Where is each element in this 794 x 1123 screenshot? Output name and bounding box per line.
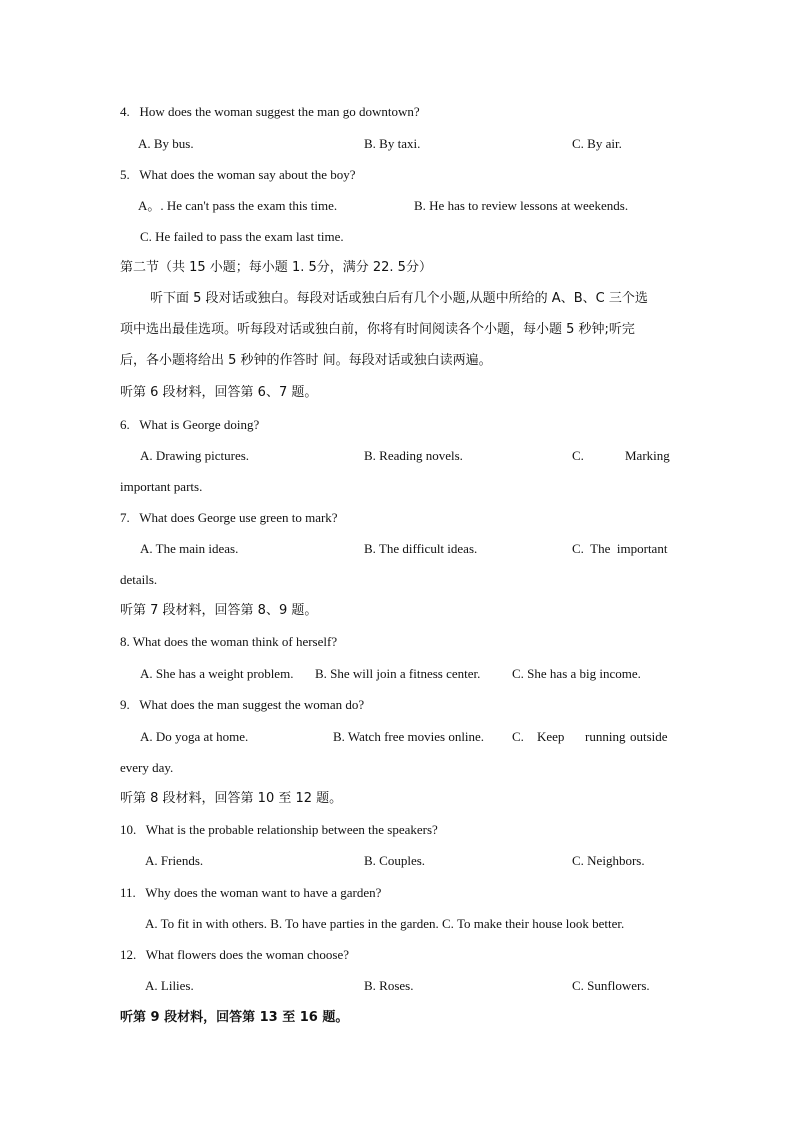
question-text: What flowers does the woman choose? (145, 947, 350, 962)
instructions-line-1: 听下面 5 段对话或独白。每段对话或独白后有几个小题,从题中所给的 A、B、C 三个选 (150, 291, 648, 306)
group-heading-9: 听第 9 段材料，回答第 13 至 16 题。 (120, 1010, 349, 1025)
question-number: 5. (120, 167, 130, 182)
option-c-word: running (585, 729, 626, 744)
option-c-word: Keep (537, 729, 565, 744)
option-c-word: Marking (625, 448, 670, 463)
question-number: 6. (120, 417, 130, 432)
option-a: A. By bus. (138, 136, 194, 151)
option-c: C. (512, 729, 524, 744)
option-c: C. Sunflowers. (572, 978, 650, 993)
question-number: 12. (120, 947, 137, 962)
question-text: What is George doing? (139, 417, 260, 432)
question-number: 9. (120, 697, 130, 712)
question-9 (120, 697, 364, 713)
question-text: What does the man suggest the woman do? (139, 697, 365, 712)
option-c: C. He failed to pass the exam last time. (140, 229, 344, 244)
option-c: C. Neighbors. (572, 853, 645, 868)
option-a: A. The main ideas. (140, 541, 239, 556)
option-c: C. The important (572, 541, 668, 556)
question-text: What does George use green to mark? (139, 510, 338, 525)
options-abc: A. To fit in with others. B. To have parties in the garden. C. To make their house look better. (145, 916, 625, 931)
question-number: 11. (120, 885, 136, 900)
question-6 (120, 417, 259, 433)
question-number: 4. (120, 104, 130, 119)
question-text: What does the woman think of herself? (132, 634, 338, 649)
question-5 (120, 167, 356, 183)
option-a: A. Drawing pictures. (140, 448, 250, 463)
option-b: B. Reading novels. (364, 448, 463, 463)
option-c-continued: every day. (120, 760, 174, 775)
option-a: A。. He can't pass the exam this time. (138, 198, 338, 213)
option-b: B. By taxi. (364, 136, 421, 151)
option-c-continued: details. (120, 572, 158, 587)
question-text: What is the probable relationship between the speakers? (145, 822, 438, 837)
option-b: B. Watch free movies online. (333, 729, 485, 744)
option-b: B. He has to review lessons at weekends. (414, 198, 629, 213)
question-number: 10. (120, 822, 137, 837)
option-a: A. Lilies. (145, 978, 194, 993)
question-4 (120, 104, 420, 120)
instructions-line-2: 项中选出最佳选项。听每段对话或独白前，你将有时间阅读各个小题，每小题 5 秒钟;听完 (120, 322, 635, 337)
group-heading-8: 听第 8 段材料，回答第 10 至 12 题。 (120, 791, 343, 806)
option-b: B. The difficult ideas. (364, 541, 478, 556)
question-text: What does the woman say about the boy? (139, 167, 356, 182)
section-title: 第二节（共 15 小题；每小题 1. 5分，满分 22. 5分） (120, 260, 432, 275)
option-a: A. Friends. (145, 853, 204, 868)
option-c-word: outside (630, 729, 668, 744)
question-text: Why does the woman want to have a garden? (145, 885, 382, 900)
question-8 (120, 634, 337, 650)
option-a: A. Do yoga at home. (140, 729, 249, 744)
question-12 (120, 947, 349, 963)
option-c: C. By air. (572, 136, 622, 151)
group-heading-7: 听第 7 段材料，回答第 8、9 题。 (120, 603, 318, 618)
option-b: B. She will join a fitness center. (315, 666, 481, 681)
question-number: 7. (120, 510, 130, 525)
question-text: How does the woman suggest the man go downtown? (139, 104, 420, 119)
group-heading-6: 听第 6 段材料，回答第 6、7 题。 (120, 385, 318, 400)
option-b: B. Couples. (364, 853, 426, 868)
option-b: B. Roses. (364, 978, 414, 993)
option-c: C. She has a big income. (512, 666, 641, 681)
question-7 (120, 510, 338, 526)
instructions-line-3: 后，各小题将给出 5 秒钟的作答时 间。每段对话或独白读两遍。 (120, 353, 492, 368)
option-a: A. She has a weight problem. (140, 666, 294, 681)
question-10 (120, 822, 438, 838)
option-c: C. (572, 448, 584, 463)
option-c-continued: important parts. (120, 479, 203, 494)
question-11 (120, 885, 381, 901)
question-number: 8. (120, 634, 130, 649)
